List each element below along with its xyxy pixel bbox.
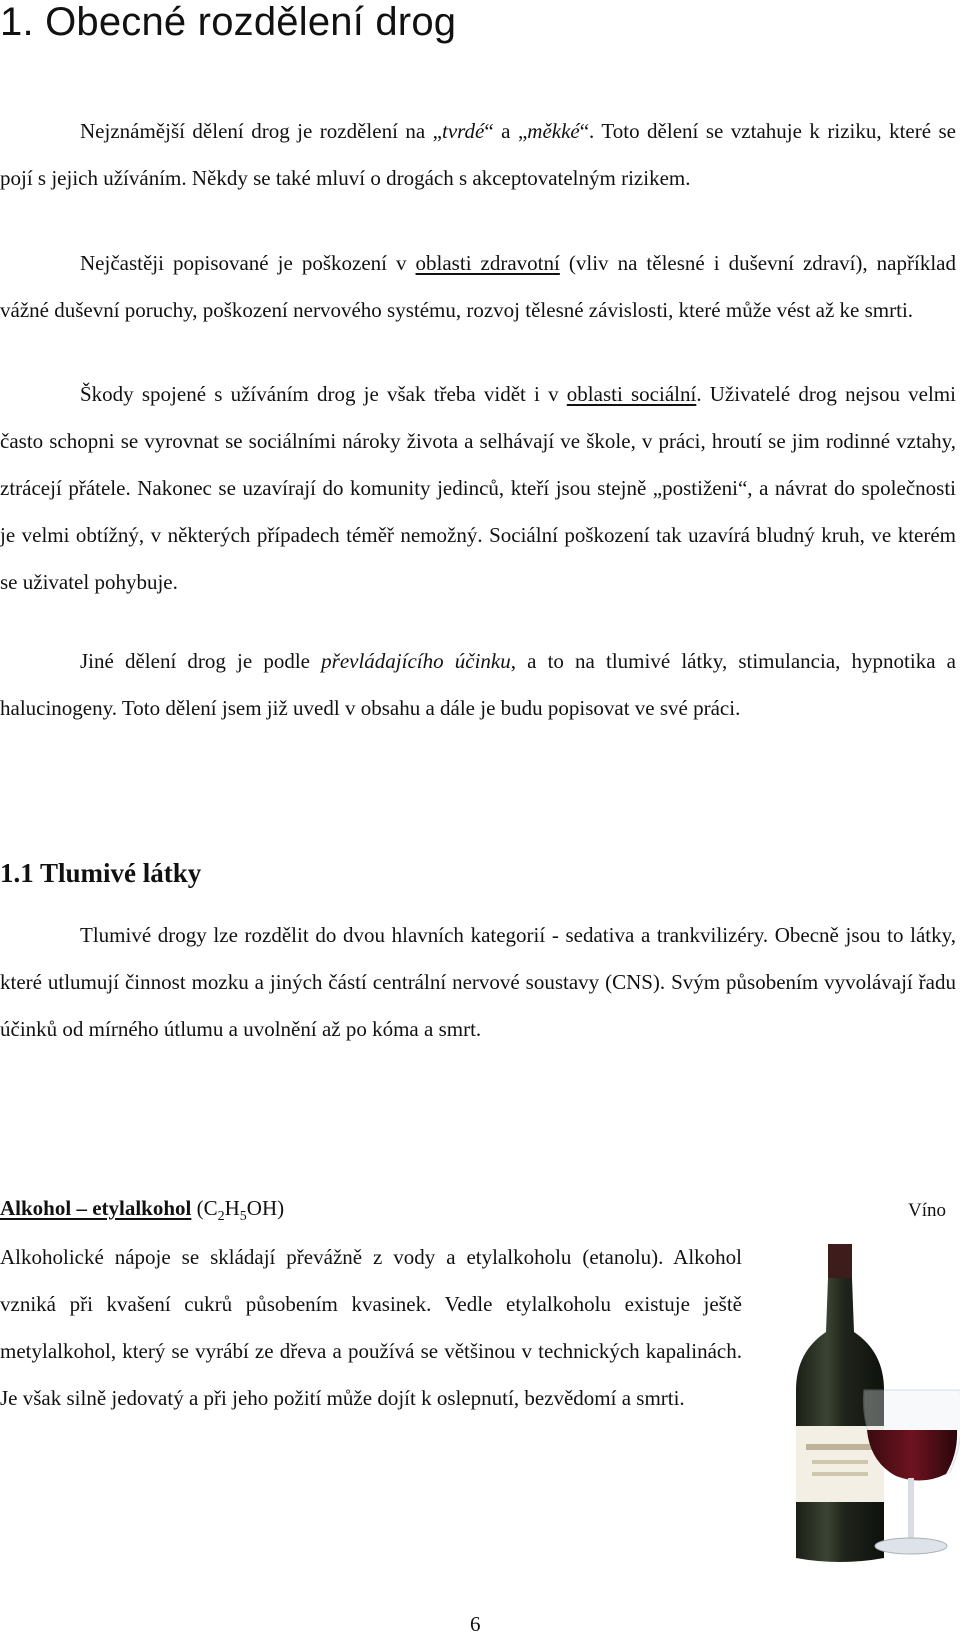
paragraph-health-damage: Nejčastěji popisované je poškození v oblasti zdravotní (vliv na tělesné i duševní zdraví), například vážné duševní poruchy, poškození nervového systému, rozvoj tělesné závislosti, které může vést až ke smrti.: [0, 251, 956, 322]
section-heading-depressants: 1.1 Tlumivé látky: [0, 858, 202, 888]
page-number: 6: [470, 1612, 481, 1636]
paragraph-social-damage: Škody spojené s užíváním drog je však třeba vidět i v oblasti sociální. Uživatelé drog nejsou velmi často schopni se vyrovnat se sociálními nároky života a selhávají ve škole, v práci, hroutí se jim rodinné vztahy, ztrácejí přátele. Nakonec se uzavírají do komunity jedinců, kteří jsou stejně „postiženi“, a návrat do společnosti je velmi obtížný, v některých případech téměř nemožný. Sociální poškození tak uzavírá bludný kruh, ve kterém se uživatel pohybuje.: [0, 382, 956, 594]
paragraph-alcohol: Alkoholické nápoje se skládají převážně z vody a etylalkoholu (etanolu). Alkohol vzniká při kvašení cukrů působením kvasinek. Vedle etylalkoholu existuje ještě metylalkohol, který se vyrábí ze dřeva a používá se většinou v technických kapalinách. Je však silně jedovatý a při jeho požití může dojít k oslepnutí, bezvědomí a smrti.: [0, 1245, 742, 1410]
social-area-link[interactable]: oblasti sociální: [566, 382, 697, 406]
alcohol-heading: Alkohol – etylalkohol $(C_2H_5OH)$: [0, 1196, 285, 1225]
wine-bottle-image: [766, 1240, 960, 1570]
paragraph-depressants: Tlumivé drogy lze rozdělit do dvou hlavních kategorií - sedativa a trankvilizéry. Obecně jsou to látky, které utlumují činnost mozku a jiných částí centrální nervové soustavy (CNS). Svým působením vyvolávají řadu účinků od mírného útlumu a uvolnění až po kóma a smrt.: [0, 923, 956, 1041]
paragraph-drug-division: Nejznámější dělení drog je rozdělení na „tvrdé“ a „měkké“. Toto dělení se vztahuje k riziku, které se pojí s jejich užíváním. Někdy se také mluví o drogách s akceptovatelným rizikem.: [0, 119, 956, 190]
paragraph-effect-division: Jiné dělení drog je podle převládajícího účinku, a to na tlumivé látky, stimulancia, hypnotika a halucinogeny. Toto dělení jsem již uvedl v obsahu a dále je budu popisovat ve své práci.: [0, 649, 956, 720]
health-area-link[interactable]: oblasti zdravotní: [415, 251, 560, 275]
page-title: 1. Obecné rozdělení drog: [0, 0, 457, 44]
wine-image-caption: Víno: [908, 1200, 946, 1221]
